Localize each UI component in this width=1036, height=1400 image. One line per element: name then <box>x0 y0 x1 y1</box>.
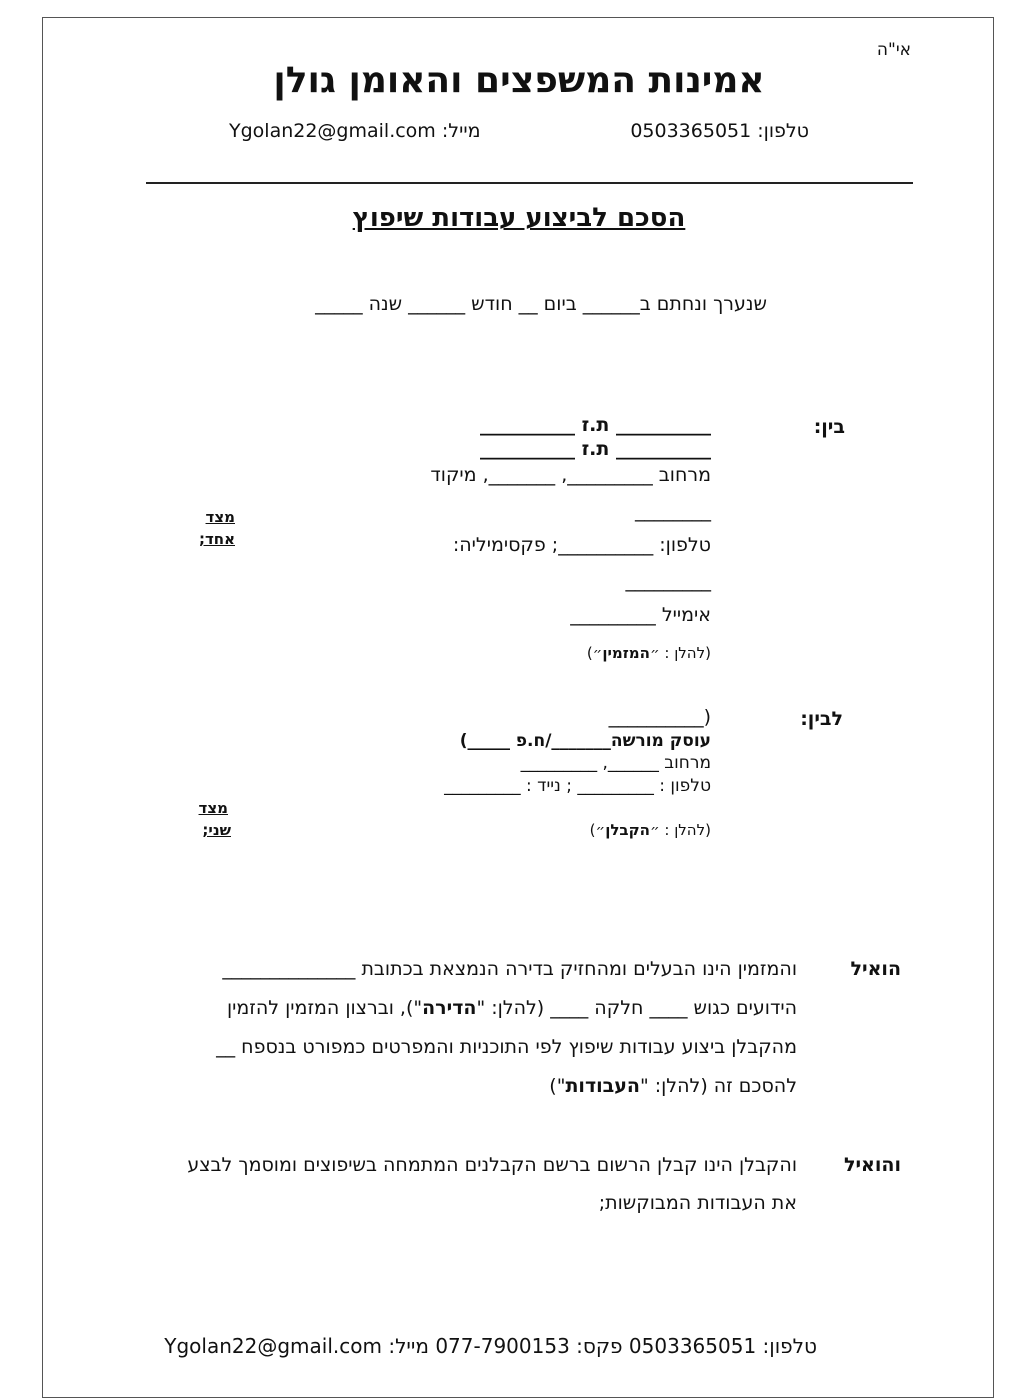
whereas-2-label: והואיל <box>843 1154 901 1176</box>
party-a-side-label-2: אחד; <box>198 530 235 548</box>
whereas-2-line-2: את העבודות המבוקשות; <box>598 1192 797 1214</box>
party-b-hereinafter <box>590 821 711 839</box>
party-b-label: לבין: <box>800 708 843 730</box>
whereas-1-line-3: מהקבלן ביצוע עבודות שיפוץ לפי התוכניות והמפרטים כמפורט בנספח __ <box>216 1036 797 1058</box>
party-b-license-value: _______/ח.פ _____) <box>459 731 611 751</box>
whereas-1-line-2-b: "), וברצון המזמין להזמין <box>226 997 423 1019</box>
whereas-1-line-4-term: העבודות <box>565 1075 640 1097</box>
party-b-name-line: __________) <box>608 706 711 728</box>
party-b-hereinafter-name: הקבלן <box>605 821 650 839</box>
whereas-2-line-1: והקבלן הינו קבלן הרשום ברשם הקבלנים המתמחה בשיפוצים ומוסמך לבצע <box>187 1154 797 1176</box>
party-b-side-label-2: שני; <box>202 821 231 839</box>
party-b-phone-line: טלפון : _________ ; נייד : _________ <box>444 776 711 796</box>
party-b-license-line <box>460 731 711 751</box>
header-phone: טלפון: 0503365051 <box>630 120 809 142</box>
business-name: אמינות המשפצים והאומן גולן <box>273 60 765 101</box>
party-a-hereinafter <box>587 644 711 662</box>
party-a-hereinafter-name: המזמין <box>602 644 650 662</box>
party-a-address-line: מרחוב _________, _______, מיקוד <box>430 464 711 486</box>
header-email: מייל: Ygolan22@gmail.com <box>229 120 481 142</box>
whereas-1-line-2 <box>227 997 797 1019</box>
document-page <box>42 17 994 1398</box>
whereas-1-line-1: והמזמין הינו הבעלים ומהחזיק בדירה הנמצאת בכתובת ______________ <box>222 958 797 980</box>
party-a-address-blank: ________ <box>635 500 711 522</box>
footer-contact: טלפון: 0503365051 פקס: 077-7900153 מייל: Ygolan22@gmail.com <box>164 1334 817 1358</box>
whereas-1-line-2-a: הידועים כגוש ____ חלקה ____ (להלן: " <box>476 997 797 1019</box>
party-a-email-line: אימייל _________ <box>570 604 711 626</box>
whereas-1-line-4 <box>549 1075 797 1097</box>
party-a-phone-blank: _________ <box>625 570 711 592</box>
party-b-hereinafter-prefix: (להלן : ״ <box>649 821 711 839</box>
corner-mark: אי"ה <box>876 40 911 60</box>
document-title: הסכם לביצוע עבודות שיפוץ <box>352 203 686 233</box>
party-a-side-label-1: מצד <box>205 508 235 526</box>
party-a-label: בין: <box>813 416 845 438</box>
whereas-1-line-4-b: ") <box>549 1075 566 1097</box>
party-a-id-line-1: __________ ת.ז __________ <box>479 414 711 436</box>
party-a-id-line-2: __________ ת.ז __________ <box>479 438 711 460</box>
header-divider <box>146 182 913 184</box>
party-b-side-label-1: מצד <box>198 799 228 817</box>
whereas-1-line-4-a: להסכם זה (להלן: " <box>639 1075 797 1097</box>
party-b-license-prefix: עוסק מורשה <box>610 731 711 751</box>
party-a-hereinafter-prefix: (להלן : ״ <box>649 644 711 662</box>
whereas-1-label: הואיל <box>850 958 901 980</box>
whereas-1-line-2-term: הדירה <box>422 997 477 1019</box>
party-a-hereinafter-suffix: ״) <box>586 644 603 662</box>
party-a-phone-fax-line: טלפון: __________; פקסימיליה: <box>452 534 711 556</box>
party-b-hereinafter-suffix: ״) <box>589 821 606 839</box>
date-line: שנערך ונחתם ב______ ביום __ חודש ______ שנה _____ <box>315 293 767 315</box>
party-b-address-line: מרחוב ______, _________ <box>520 753 711 773</box>
